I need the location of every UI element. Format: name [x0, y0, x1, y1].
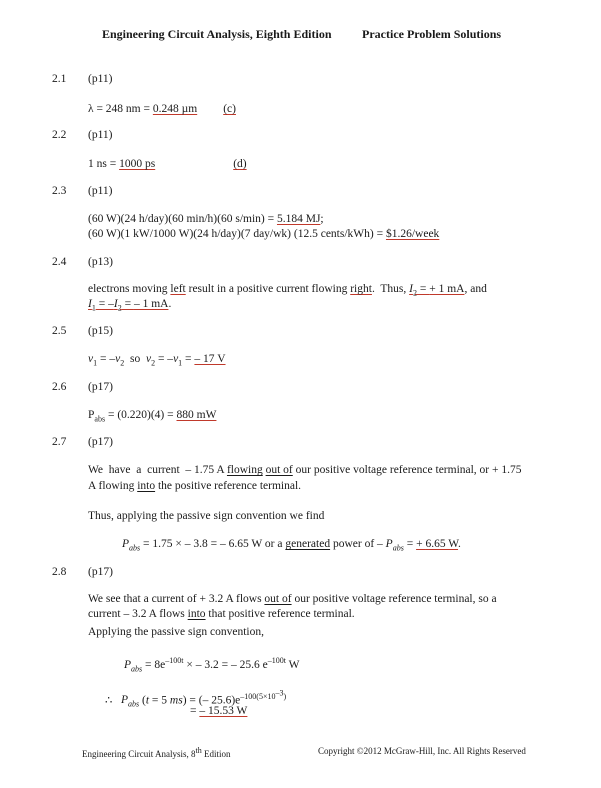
- answer: $1.26/week: [385, 228, 440, 240]
- answer: – 15.53 W: [199, 705, 248, 717]
- keyword: right: [350, 283, 372, 295]
- problem-ref: (p11): [88, 73, 113, 85]
- problem-number: 2.2: [52, 129, 67, 141]
- problem-2-5-solution: $v_1 = -v_2$ so $v_2 = -v_1$ = – 17 V: [88, 353, 226, 368]
- problem-2-7-line-1: We have a current – 1.75 A flowing out of our positive voltage reference terminal, or + 1.75: [88, 464, 522, 476]
- problem-2-3-line-1: (60 W)(24 h/day)(60 min/h)(60 s/min) = 5.184 MJ;: [88, 213, 324, 225]
- answer-choice: (d): [233, 158, 247, 170]
- problem-2-8-line-3: Applying the passive sign convention,: [88, 626, 264, 638]
- problem-2-7-line-2: A flowing into the positive reference terminal.: [88, 480, 302, 492]
- answer: 880 mW: [176, 409, 217, 421]
- problem-2-7-line-3: Thus, applying the passive sign convention we find: [88, 510, 325, 522]
- problem-number: 2.3: [52, 185, 67, 197]
- answer: 1000 ps: [119, 158, 156, 170]
- problem-2-4-line-1: electrons moving left result in a positive current flowing right. Thus, $I_2$ = + 1 mA, and: [88, 283, 487, 298]
- problem-2-4-line-2: $I_1 = -I_2$ = – 1 mA.: [88, 298, 172, 313]
- problem-number: 2.6: [52, 381, 67, 393]
- answer: 0.248 µm: [152, 103, 198, 115]
- keyword: out of: [264, 593, 292, 605]
- problem-ref: (p15): [88, 325, 113, 337]
- footer-copyright: Copyright ©2012 McGraw-Hill, Inc. All Rights Reserved: [318, 746, 526, 756]
- problem-2-8-equation-3: = – 15.53 W: [190, 705, 248, 717]
- keyword: into: [137, 480, 156, 492]
- problem-2-3-line-2: (60 W)(1 kW/1000 W)(24 h/day)(7 day/wk) (12.5 cents/kWh) = $1.26/week: [88, 228, 440, 240]
- problem-number: 2.5: [52, 325, 67, 337]
- header-subtitle: Practice Problem Solutions: [362, 27, 502, 41]
- keyword: into: [187, 608, 206, 620]
- problem-number: 2.1: [52, 73, 67, 85]
- header-title: Engineering Circuit Analysis, Eighth Edition: [102, 27, 332, 41]
- keyword: flowing: [226, 464, 263, 476]
- answer: + 1 mA: [429, 283, 465, 295]
- problem-2-8-line-1: We see that a current of + 3.2 A flows out of our positive voltage reference terminal, so a: [88, 593, 497, 605]
- problem-ref: (p17): [88, 566, 113, 578]
- problem-number: 2.4: [52, 256, 67, 268]
- problem-2-8-equation-2: ∴ $P_{abs}$ (t = 5 ms) = (– $25.6)e^{-100(5\times 10^{-3})}$: [105, 688, 287, 709]
- answer: – 1 mA: [133, 298, 169, 310]
- problem-2-1-solution: λ = 248 nm = 0.248 µm (c): [88, 103, 236, 115]
- problem-2-6-solution: $P_{abs} = (0.220)(4) = 880$ mW: [88, 409, 217, 424]
- problem-2-2-solution: 1 ns = 1000 ps (d): [88, 158, 247, 170]
- keyword: out of: [265, 464, 293, 476]
- keyword: left: [170, 283, 186, 295]
- answer: – 17 V: [194, 353, 226, 365]
- problem-ref: (p17): [88, 381, 113, 393]
- problem-number: 2.8: [52, 566, 67, 578]
- problem-ref: (p17): [88, 436, 113, 448]
- problem-2-8-line-2: current – 3.2 A flows into that positive reference terminal.: [88, 608, 355, 620]
- footer-book: Engineering Circuit Analysis, 8th Edition: [82, 746, 231, 759]
- problem-number: 2.7: [52, 436, 67, 448]
- problem-ref: (p13): [88, 256, 113, 268]
- answer: 5.184 MJ: [276, 213, 321, 225]
- keyword: generated: [285, 538, 331, 550]
- problem-2-7-equation: $P_{abs} = 1.75$ × – 3.8 = – 6.65 W or a generated power of – $P_{abs}$ = + 6.65 W.: [122, 538, 461, 553]
- answer: 6.65 W: [425, 538, 459, 550]
- problem-ref: (p11): [88, 185, 113, 197]
- problem-ref: (p11): [88, 129, 113, 141]
- problem-2-8-equation-1: $P_{abs} = 8e^{-100t}$ × – 3.2 = – 25.6 $e^{-100t}$ W: [124, 656, 300, 674]
- answer-choice: (c): [223, 103, 236, 115]
